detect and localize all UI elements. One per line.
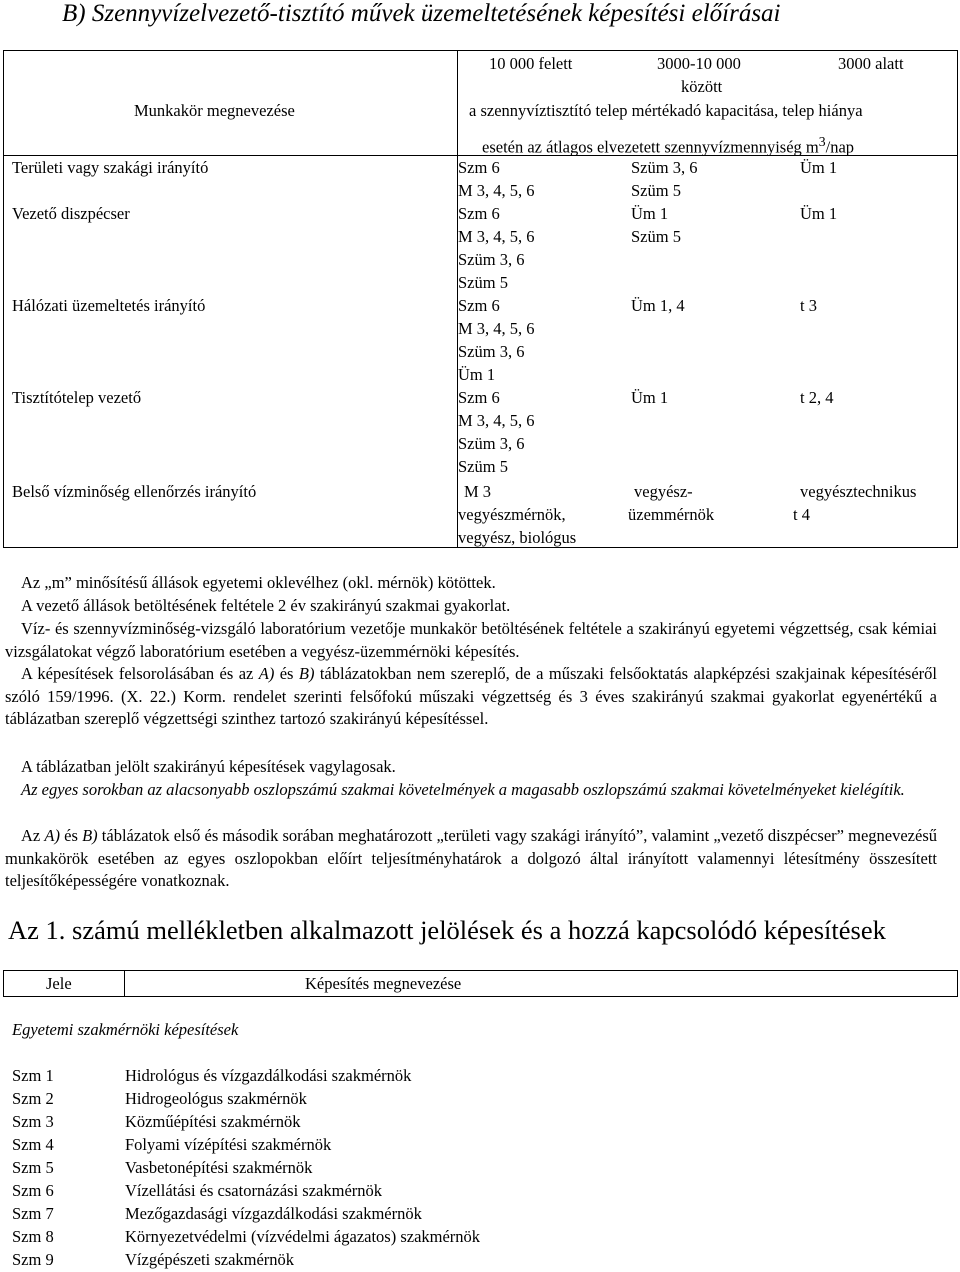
annex-name: Vízellátási és csatornázási szakmérnök (125, 1181, 383, 1200)
row-col3: t 3 (800, 296, 817, 315)
row-col1: Szm 6 M 3, 4, 5, 6 (458, 158, 535, 200)
note-paragraph: Víz- és szennyvízminőség-vizsgáló laboratórium vezetője munkakör betöltésének feltétele a szakirányú egyetemi végzettség, csak kémiai vizsgálatokat végző laboratórium esetében a vegyész-üzemmérnöki képesítés. (5, 619, 937, 661)
annex-code: Szm 5 (12, 1158, 54, 1177)
row-name: Vezető diszpécser (12, 204, 130, 223)
row-col1: M 3 vegyészmérnök, vegyész, biológus (458, 482, 577, 547)
note-paragraph: Az egyes sorokban az alacsonyabb oszlopszámú szakmai követelmények a magasabb oszlopszámú szakmai követelményeket kielégítik. (21, 780, 905, 799)
note-paragraph: Az A) és B) táblázatok első és második sorában meghatározott „területi vagy szakági irányító”, valamint „vezető diszpécser” megnevezésű munkakörök esetében az egyes oszlopokban előírt teljesítményhatárok a dolgozó által irányított valamennyi létesítmény összesített teljesítőképességére vonatkoznak. (5, 826, 937, 890)
row-col2: Üm 1 (631, 388, 669, 407)
annex-col-code: Jele (46, 974, 72, 993)
note-paragraph: A vezető állások betöltésének feltétele 2 év szakirányú szakmai gyakorlat. (21, 596, 511, 615)
annex-name: Közműépítési szakmérnök (125, 1112, 301, 1131)
row-col2: Üm 1, 4 (631, 296, 685, 315)
annex-code: Szm 2 (12, 1089, 54, 1108)
row-col3: vegyésztechnikus t 4 (793, 482, 917, 524)
row-col3: Üm 1 (800, 158, 838, 177)
row-col3: Üm 1 (800, 204, 838, 223)
annex-table-header (3, 970, 958, 997)
row-col1: Szm 6 M 3, 4, 5, 6 Szüm 3, 6 Szüm 5 (458, 388, 535, 476)
annex-code: Szm 1 (12, 1066, 54, 1085)
row-col1: Szm 6 M 3, 4, 5, 6 Szüm 3, 6 Üm 1 (458, 296, 535, 384)
header-col-3000-10000: 3000-10 000 (657, 54, 741, 73)
row-col3: t 2, 4 (800, 388, 834, 407)
row-col2: Szüm 3, 6 Szüm 5 (631, 158, 698, 200)
row-name: Hálózati üzemeltetés irányító (12, 296, 206, 315)
annex-title: Az 1. számú mellékletben alkalmazott jelölések és a hozzá kapcsolódó képesítések (8, 915, 886, 945)
annex-name: Mezőgazdasági vízgazdálkodási szakmérnök (125, 1204, 422, 1223)
note-paragraph: A táblázatban jelölt szakirányú képesítések vagylagosak. (21, 757, 396, 776)
row-col2: Üm 1 Szüm 5 (631, 204, 681, 246)
annex-name: Hidrogeológus szakmérnök (125, 1089, 307, 1108)
annex-code: Szm 8 (12, 1227, 54, 1246)
annex-name: Vízgépészeti szakmérnök (125, 1250, 295, 1269)
note-paragraph: Az „m” minősítésű állások egyetemi oklevélhez (okl. mérnök) kötöttek. (21, 573, 496, 592)
row-name: Tisztítótelep vezető (12, 388, 142, 407)
annex-name: Vasbetonépítési szakmérnök (125, 1158, 313, 1177)
annex-code: Szm 9 (12, 1250, 54, 1269)
page-title: B) Szennyvízelvezető-tisztító művek üzemeltetésének képesítési előírásai (62, 0, 781, 27)
header-job-title: Munkakör megnevezése (134, 101, 295, 120)
header-col-under-3000: 3000 alatt (838, 54, 904, 73)
header-col-3000-10000-suffix: között (681, 77, 723, 96)
row-name: Területi vagy szakági irányító (12, 158, 209, 177)
header-col-over-10000: 10 000 felett (489, 54, 573, 73)
row-col1: Szm 6 M 3, 4, 5, 6 Szüm 3, 6 Szüm 5 (458, 204, 535, 292)
note-paragraph: A képesítések felsorolásában és az A) és B) táblázatokban nem szereplő, de a műszaki felsőoktatás alapképzési szakjainak képesítéséről szóló 159/1996. (X. 22.) Korm. rendelet szerinti felsőfokú műszaki végzettség és 3 éves szakirányú szakmai gyakorlat egyenértékű a táblázatban szereplő végzettségi szinthez tartozó szakirányú képesítéssel. (5, 664, 937, 728)
annex-code: Szm 7 (12, 1204, 54, 1223)
annex-code: Szm 4 (12, 1135, 54, 1154)
table-divider (124, 971, 125, 996)
annex-group-title: Egyetemi szakmérnöki képesítések (12, 1020, 239, 1039)
annex-name: Folyami vízépítési szakmérnök (125, 1135, 332, 1154)
annex-name: Hidrológus és vízgazdálkodási szakmérnök (125, 1066, 412, 1085)
row-col2: vegyész- üzemmérnök (628, 482, 715, 524)
row-name: Belső vízminőség ellenőrzés irányító (12, 482, 257, 501)
annex-code: Szm 3 (12, 1112, 54, 1131)
annex-code: Szm 6 (12, 1181, 54, 1200)
annex-col-name: Képesítés megnevezése (305, 974, 462, 993)
annex-name: Környezetvédelmi (vízvédelmi ágazatos) szakmérnök (125, 1227, 481, 1246)
header-capacity-line1: a szennyvíztisztító telep mértékadó kapacitása, telep hiánya (469, 101, 863, 120)
header-capacity-line2: esetén az átlagos elvezetett szennyvízmennyiség $m^3$/nap (482, 134, 855, 157)
